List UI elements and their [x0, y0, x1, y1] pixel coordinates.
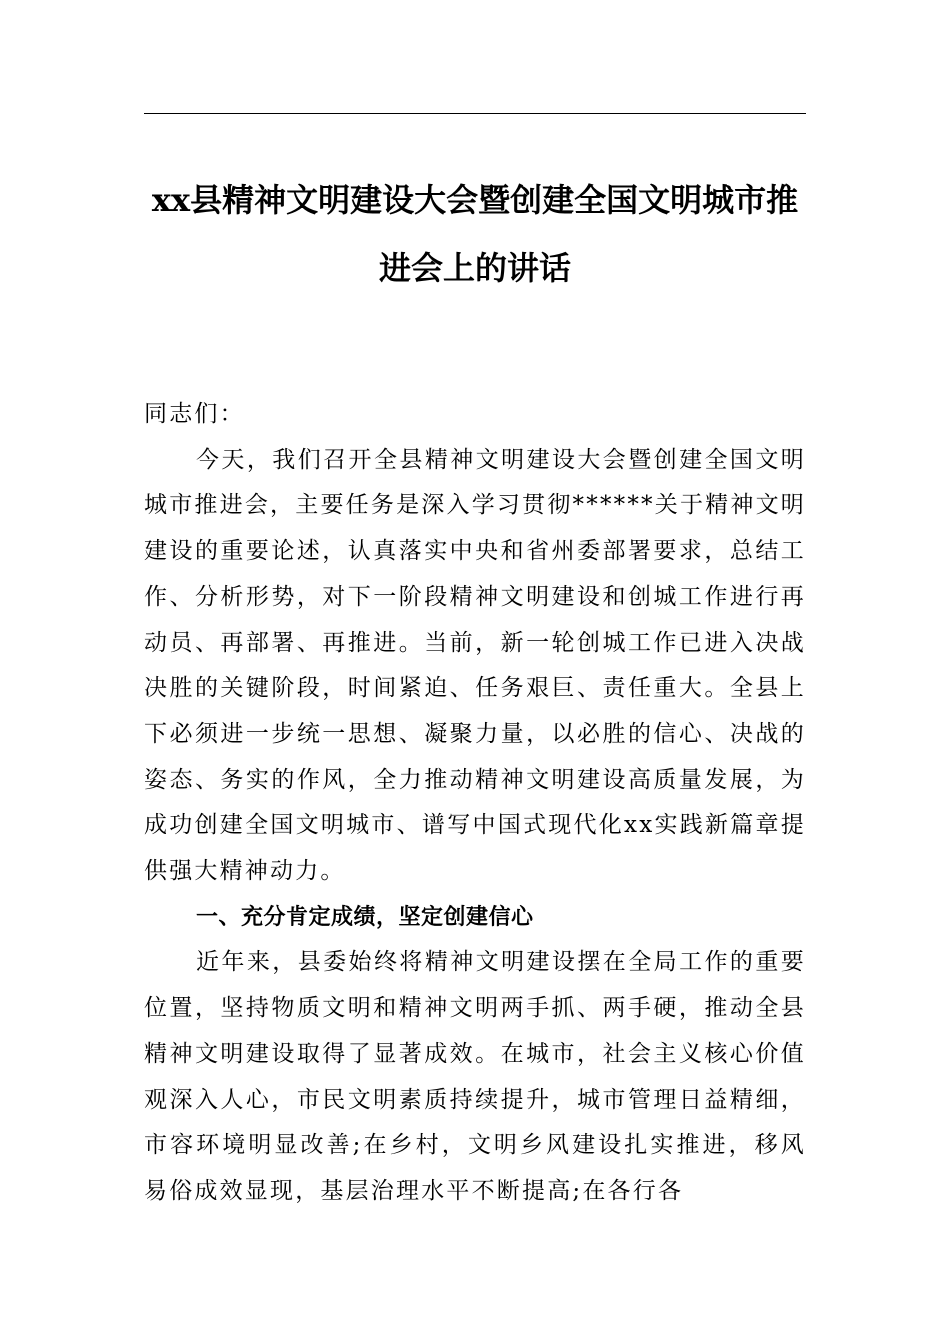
- document-body: [144, 392, 806, 1215]
- section-heading: 一、充分肯定成绩，坚定创建信心: [196, 904, 534, 930]
- paragraph: 近年来，县委始终将精神文明建设摆在全局工作的重要位置，坚持物质文明和精神文明两手抓、两手硬，推动全县精神文明建设取得了显著成效。在城市，社会主义核心价值观深入人心，市民文明素质持续提升，城市管理日益精细，市容环境明显改善;在乡村，文明乡风建设扎实推进，移风易俗成效显现，基层治理水平不断提高;在各行各: [144, 949, 806, 1204]
- salutation: 同志们：: [144, 401, 245, 427]
- paragraph: 今天，我们召开全县精神文明建设大会暨创建全国文明城市推进会，主要任务是深入学习贯彻******关于精神文明建设的重要论述，认真落实中央和省州委部署要求，总结工作、分析形势，对下一阶段精神文明建设和创城工作进行再动员、再部署、再推进。当前，新一轮创城工作已进入决战决胜的关键阶段，时间紧迫、任务艰巨、责任重大。全县上下必须进一步统一思想、凝聚力量，以必胜的信心、决战的姿态、务实的作风，全力推动精神文明建设高质量发展，为成功创建全国文明城市、谱写中国式现代化xx实践新篇章提供强大精神动力。: [144, 446, 806, 885]
- document-title: xx县精神文明建设大会暨创建全国文明城市推进会上的讲话: [151, 181, 799, 287]
- header-rule: [144, 113, 806, 114]
